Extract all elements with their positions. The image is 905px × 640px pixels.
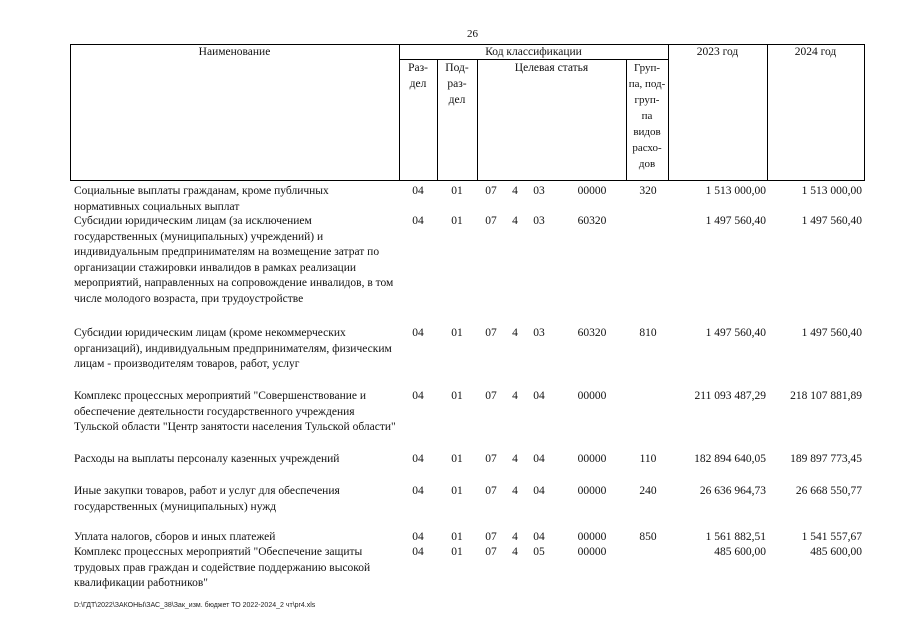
row-cs2: 4 [512, 185, 518, 197]
row-cs1: 07 [485, 327, 497, 339]
row-cs4: 00000 [577, 185, 607, 197]
col-border-2023 [767, 44, 768, 181]
row-2024: 1 497 560,40 [801, 215, 862, 227]
row-podrazdel: 01 [451, 327, 463, 339]
col-border-right [864, 44, 865, 181]
row-cs4: 00000 [577, 485, 607, 497]
row-podrazdel: 01 [451, 531, 463, 543]
row-name: Комплекс процессных мероприятий "Совершенствование и обеспечение деятельности государственного учреждения Тульской области "Центр занятости населения Тульской области" [74, 390, 396, 433]
row-podrazdel: 01 [451, 215, 463, 227]
row-2024: 1 497 560,40 [801, 327, 862, 339]
row-vr: 850 [639, 531, 657, 543]
row-cs2: 4 [512, 390, 518, 402]
row-cs1: 07 [485, 485, 497, 497]
row-cs4: 00000 [577, 390, 607, 402]
row-2023: 1 497 560,40 [705, 327, 766, 339]
row-razdel: 04 [412, 546, 424, 558]
header-bottom-border [70, 180, 865, 181]
row-cs1: 07 [485, 453, 497, 465]
row-cs2: 4 [512, 215, 518, 227]
row-razdel: 04 [412, 453, 424, 465]
row-razdel: 04 [412, 531, 424, 543]
row-podrazdel: 01 [451, 390, 463, 402]
header-classification: Код классификации [485, 46, 582, 58]
row-cs1: 07 [485, 390, 497, 402]
row-2023: 1 513 000,00 [705, 185, 766, 197]
row-2024: 218 107 881,89 [790, 390, 862, 402]
row-vr: 240 [639, 485, 657, 497]
row-podrazdel: 01 [451, 453, 463, 465]
row-2023: 182 894 640,05 [694, 453, 766, 465]
row-razdel: 04 [412, 485, 424, 497]
row-2024: 485 600,00 [810, 546, 862, 558]
row-cs4: 60320 [577, 215, 607, 227]
row-2024: 189 897 773,45 [790, 453, 862, 465]
row-name: Уплата налогов, сборов и иных платежей [74, 531, 276, 543]
row-cs4: 00000 [577, 453, 607, 465]
row-cs3: 03 [533, 185, 545, 197]
row-cs1: 07 [485, 531, 497, 543]
row-2024: 1 513 000,00 [801, 185, 862, 197]
header-subsection: Под- раз- дел [445, 62, 469, 106]
row-cs2: 4 [512, 453, 518, 465]
row-cs1: 07 [485, 546, 497, 558]
row-2023: 26 636 964,73 [699, 485, 766, 497]
row-cs3: 03 [533, 327, 545, 339]
row-2024: 26 668 550,77 [795, 485, 862, 497]
row-2023: 1 497 560,40 [705, 215, 766, 227]
row-razdel: 04 [412, 215, 424, 227]
row-cs3: 04 [533, 531, 545, 543]
header-year-2024: 2024 год [794, 46, 837, 58]
file-path-footer: D:\ГДТ\2022\ЗАКОНЫ\ЗАС_38\Зак_изм. бюджет ТО 2022-2024_2 чт\pr4.xls [74, 602, 316, 609]
row-cs3: 04 [533, 453, 545, 465]
header-target-article: Целевая статья [514, 62, 589, 74]
row-name: Комплекс процессных мероприятий "Обеспечение защиты трудовых прав граждан и содействие поддержанию высокой квалификации работников" [74, 546, 371, 589]
row-2023: 485 600,00 [714, 546, 766, 558]
row-name: Расходы на выплаты персоналу казенных учреждений [74, 453, 340, 465]
row-cs2: 4 [512, 546, 518, 558]
row-razdel: 04 [412, 390, 424, 402]
row-podrazdel: 01 [451, 485, 463, 497]
row-cs3: 05 [533, 546, 545, 558]
row-cs1: 07 [485, 185, 497, 197]
row-cs4: 00000 [577, 546, 607, 558]
row-cs4: 00000 [577, 531, 607, 543]
row-2023: 1 561 882,51 [705, 531, 766, 543]
row-name: Субсидии юридическим лицам (за исключением государственных (муниципальных) учреждений) и индивидуальным предпринимателям на возмещение затрат по организации стажировки инвалидов в рамках реализации мероприятий, направленных на сопровождение инвалидов, в том числе молодого возраста, при трудоустройстве [74, 215, 394, 305]
row-cs1: 07 [485, 215, 497, 227]
row-vr: 810 [639, 327, 657, 339]
row-cs2: 4 [512, 531, 518, 543]
header-year-2023: 2023 год [696, 46, 739, 58]
header-name: Наименование [198, 46, 271, 58]
row-razdel: 04 [412, 327, 424, 339]
row-vr: 110 [639, 453, 657, 465]
col-border-left [70, 44, 71, 181]
row-vr: 320 [639, 185, 657, 197]
row-cs3: 04 [533, 485, 545, 497]
row-cs3: 04 [533, 390, 545, 402]
row-cs4: 60320 [577, 327, 607, 339]
page-number: 26 [467, 28, 478, 40]
header-section: Раз- дел [408, 62, 428, 90]
row-podrazdel: 01 [451, 546, 463, 558]
row-razdel: 04 [412, 185, 424, 197]
row-cs2: 4 [512, 327, 518, 339]
col-border-classification [668, 44, 669, 181]
header-expense-group: Груп- па, под- груп- па видов расхо- дов [628, 62, 666, 170]
row-2023: 211 093 487,29 [694, 390, 766, 402]
row-cs3: 03 [533, 215, 545, 227]
row-name: Иные закупки товаров, работ и услуг для обеспечения государственных (муниципальных) нужд [74, 485, 340, 513]
row-cs2: 4 [512, 485, 518, 497]
row-2024: 1 541 557,67 [801, 531, 862, 543]
row-podrazdel: 01 [451, 185, 463, 197]
row-name: Субсидии юридическим лицам (кроме некоммерческих организаций), индивидуальным предпринимателям, физическим лицам - производителям товаров, работ, услуг [74, 327, 392, 370]
row-name: Социальные выплаты гражданам, кроме публичных нормативных социальных выплат [74, 185, 329, 213]
col-border-podrazdel [477, 59, 478, 181]
